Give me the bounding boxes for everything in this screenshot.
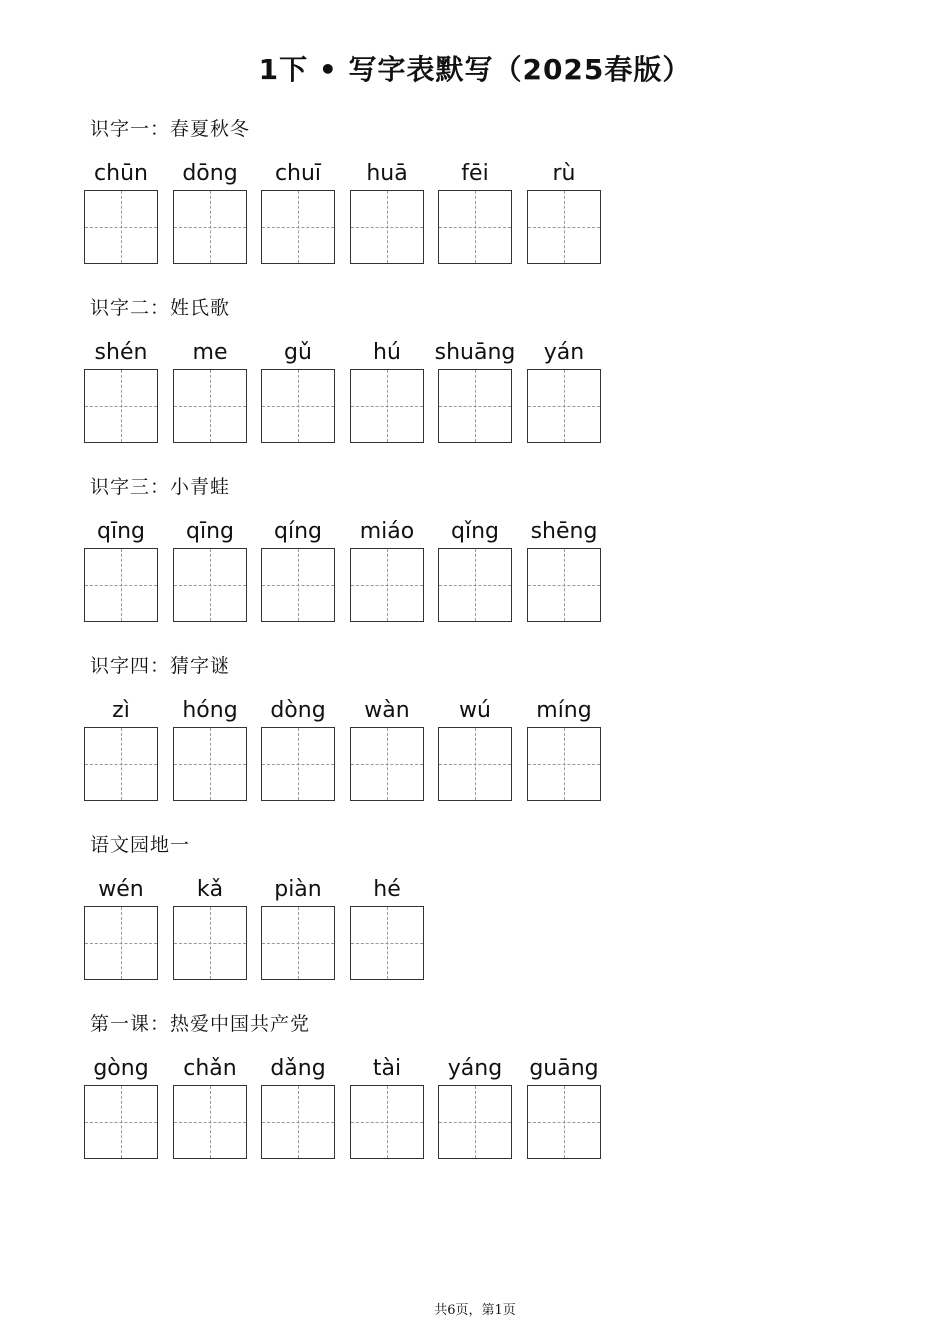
lesson-section — [84, 833, 784, 902]
tian-zi-ge-box[interactable] — [84, 190, 158, 264]
grid-guide-horizontal — [174, 585, 246, 586]
character-cell — [84, 875, 158, 980]
pinyin-label: wàn — [364, 698, 410, 723]
character-cell — [173, 338, 247, 443]
page-title: 1下 • 写字表默写（2025春版） — [258, 53, 692, 86]
grid-guide-horizontal — [439, 1122, 511, 1123]
grid-guide-horizontal — [262, 585, 334, 586]
pinyin-label: gòng — [93, 1056, 149, 1081]
character-cell — [434, 338, 516, 443]
writing-grid-row — [84, 159, 784, 279]
character-cell — [261, 1054, 335, 1159]
pinyin-label: huā — [366, 161, 408, 186]
grid-guide-horizontal — [439, 764, 511, 765]
pinyin-label: piàn — [274, 877, 322, 902]
grid-guide-horizontal — [351, 227, 423, 228]
tian-zi-ge-box[interactable] — [84, 369, 158, 443]
tian-zi-ge-box[interactable] — [527, 548, 601, 622]
grid-guide-horizontal — [85, 585, 157, 586]
tian-zi-ge-box[interactable] — [261, 369, 335, 443]
grid-guide-horizontal — [262, 406, 334, 407]
grid-guide-horizontal — [351, 943, 423, 944]
pinyin-label: shuāng — [434, 340, 516, 365]
pinyin-label: hé — [373, 877, 401, 902]
pinyin-label: qīng — [186, 519, 234, 544]
character-cell — [527, 1054, 601, 1159]
lesson-section — [84, 1012, 784, 1081]
tian-zi-ge-box[interactable] — [527, 1085, 601, 1159]
lesson-section — [84, 117, 784, 186]
tian-zi-ge-box[interactable] — [84, 906, 158, 980]
tian-zi-ge-box[interactable] — [350, 548, 424, 622]
character-cell — [84, 1054, 158, 1159]
tian-zi-ge-box[interactable] — [350, 1085, 424, 1159]
pinyin-label: shén — [94, 340, 148, 365]
tian-zi-ge-box[interactable] — [350, 190, 424, 264]
section-heading: 识字一：春夏秋冬 — [90, 118, 251, 140]
character-cell — [527, 338, 601, 443]
grid-guide-horizontal — [85, 1122, 157, 1123]
tian-zi-ge-box[interactable] — [173, 190, 247, 264]
grid-guide-horizontal — [351, 585, 423, 586]
pinyin-label: dòng — [270, 698, 326, 723]
tian-zi-ge-box[interactable] — [438, 548, 512, 622]
character-cell — [261, 338, 335, 443]
character-cell — [350, 875, 424, 980]
grid-guide-horizontal — [528, 585, 600, 586]
tian-zi-ge-box[interactable] — [527, 369, 601, 443]
grid-guide-horizontal — [351, 764, 423, 765]
pinyin-label: qǐng — [451, 519, 499, 544]
pinyin-label: qíng — [274, 519, 322, 544]
character-cell — [84, 517, 158, 622]
pinyin-label: chūn — [94, 161, 148, 186]
grid-guide-horizontal — [528, 764, 600, 765]
writing-grid-row — [84, 1054, 784, 1174]
character-cell — [527, 517, 601, 622]
grid-guide-horizontal — [439, 227, 511, 228]
section-heading: 识字三：小青蛙 — [90, 476, 231, 498]
tian-zi-ge-box[interactable] — [173, 1085, 247, 1159]
pinyin-label: chuī — [274, 161, 322, 186]
tian-zi-ge-box[interactable] — [438, 369, 512, 443]
character-cell — [438, 159, 512, 264]
character-cell — [173, 517, 247, 622]
tian-zi-ge-box[interactable] — [261, 548, 335, 622]
character-cell — [350, 696, 424, 801]
pinyin-label: yán — [543, 340, 585, 365]
writing-grid-row — [84, 875, 784, 995]
pinyin-label: me — [192, 340, 228, 365]
character-cell — [527, 696, 601, 801]
grid-guide-horizontal — [528, 227, 600, 228]
character-cell — [84, 159, 158, 264]
character-cell — [261, 875, 335, 980]
pinyin-label: míng — [536, 698, 592, 723]
tian-zi-ge-box[interactable] — [350, 906, 424, 980]
grid-guide-horizontal — [439, 585, 511, 586]
pinyin-label: tài — [372, 1056, 402, 1081]
section-heading: 语文园地一 — [90, 834, 191, 856]
grid-guide-horizontal — [351, 406, 423, 407]
pinyin-label: hóng — [182, 698, 238, 723]
pinyin-label: wén — [98, 877, 144, 902]
character-cell — [261, 159, 335, 264]
character-cell — [84, 338, 158, 443]
lesson-section — [84, 296, 784, 365]
grid-guide-horizontal — [85, 227, 157, 228]
grid-guide-horizontal — [262, 943, 334, 944]
pinyin-label: shēng — [530, 519, 598, 544]
page-footer: 共6页，第1页 — [434, 1303, 516, 1318]
pinyin-label: wú — [459, 698, 491, 723]
character-cell — [84, 696, 158, 801]
tian-zi-ge-box[interactable] — [350, 727, 424, 801]
grid-guide-horizontal — [528, 1122, 600, 1123]
grid-guide-horizontal — [174, 227, 246, 228]
tian-zi-ge-box[interactable] — [84, 1085, 158, 1159]
grid-guide-horizontal — [174, 943, 246, 944]
section-heading: 识字二：姓氏歌 — [90, 297, 231, 319]
tian-zi-ge-box[interactable] — [173, 727, 247, 801]
tian-zi-ge-box[interactable] — [173, 548, 247, 622]
character-cell — [173, 159, 247, 264]
character-cell — [173, 875, 247, 980]
section-heading: 第一课：热爱中国共产党 — [90, 1013, 311, 1035]
grid-guide-horizontal — [85, 943, 157, 944]
lesson-section — [84, 475, 784, 544]
grid-guide-horizontal — [262, 227, 334, 228]
pinyin-label: hú — [373, 340, 401, 365]
character-cell — [438, 696, 512, 801]
tian-zi-ge-box[interactable] — [173, 369, 247, 443]
tian-zi-ge-box[interactable] — [527, 190, 601, 264]
writing-grid-row — [84, 696, 784, 816]
pinyin-label: chǎn — [183, 1056, 237, 1081]
tian-zi-ge-box[interactable] — [261, 1085, 335, 1159]
grid-guide-horizontal — [174, 406, 246, 407]
tian-zi-ge-box[interactable] — [261, 190, 335, 264]
pinyin-label: zì — [112, 698, 130, 723]
grid-guide-horizontal — [85, 764, 157, 765]
character-cell — [527, 159, 601, 264]
grid-guide-horizontal — [351, 1122, 423, 1123]
pinyin-label: dōng — [182, 161, 238, 186]
grid-guide-horizontal — [174, 1122, 246, 1123]
character-cell — [438, 517, 512, 622]
grid-guide-horizontal — [85, 406, 157, 407]
character-cell — [261, 517, 335, 622]
pinyin-label: gǔ — [284, 340, 312, 365]
pinyin-label: fēi — [461, 161, 489, 186]
grid-guide-horizontal — [528, 406, 600, 407]
pinyin-label: rù — [552, 161, 576, 186]
character-cell — [350, 159, 424, 264]
pinyin-label: guāng — [529, 1056, 599, 1081]
tian-zi-ge-box[interactable] — [261, 727, 335, 801]
character-cell — [350, 517, 424, 622]
pinyin-label: qīng — [97, 519, 145, 544]
pinyin-label: kǎ — [196, 877, 224, 902]
grid-guide-horizontal — [262, 764, 334, 765]
lesson-section — [84, 654, 784, 723]
tian-zi-ge-box[interactable] — [527, 727, 601, 801]
pinyin-label: yáng — [447, 1056, 503, 1081]
section-heading: 识字四：猜字谜 — [90, 655, 231, 677]
writing-grid-row — [84, 338, 784, 458]
grid-guide-horizontal — [174, 764, 246, 765]
tian-zi-ge-box[interactable] — [84, 548, 158, 622]
pinyin-label: miáo — [359, 519, 415, 544]
character-cell — [350, 1054, 424, 1159]
character-cell — [173, 1054, 247, 1159]
character-cell — [261, 696, 335, 801]
grid-guide-horizontal — [262, 1122, 334, 1123]
tian-zi-ge-box[interactable] — [438, 727, 512, 801]
tian-zi-ge-box[interactable] — [84, 727, 158, 801]
tian-zi-ge-box[interactable] — [173, 906, 247, 980]
character-cell — [350, 338, 424, 443]
grid-guide-horizontal — [439, 406, 511, 407]
tian-zi-ge-box[interactable] — [438, 1085, 512, 1159]
tian-zi-ge-box[interactable] — [438, 190, 512, 264]
writing-grid-row — [84, 517, 784, 637]
pinyin-label: dǎng — [270, 1056, 326, 1081]
tian-zi-ge-box[interactable] — [261, 906, 335, 980]
tian-zi-ge-box[interactable] — [350, 369, 424, 443]
character-cell — [173, 696, 247, 801]
character-cell — [438, 1054, 512, 1159]
